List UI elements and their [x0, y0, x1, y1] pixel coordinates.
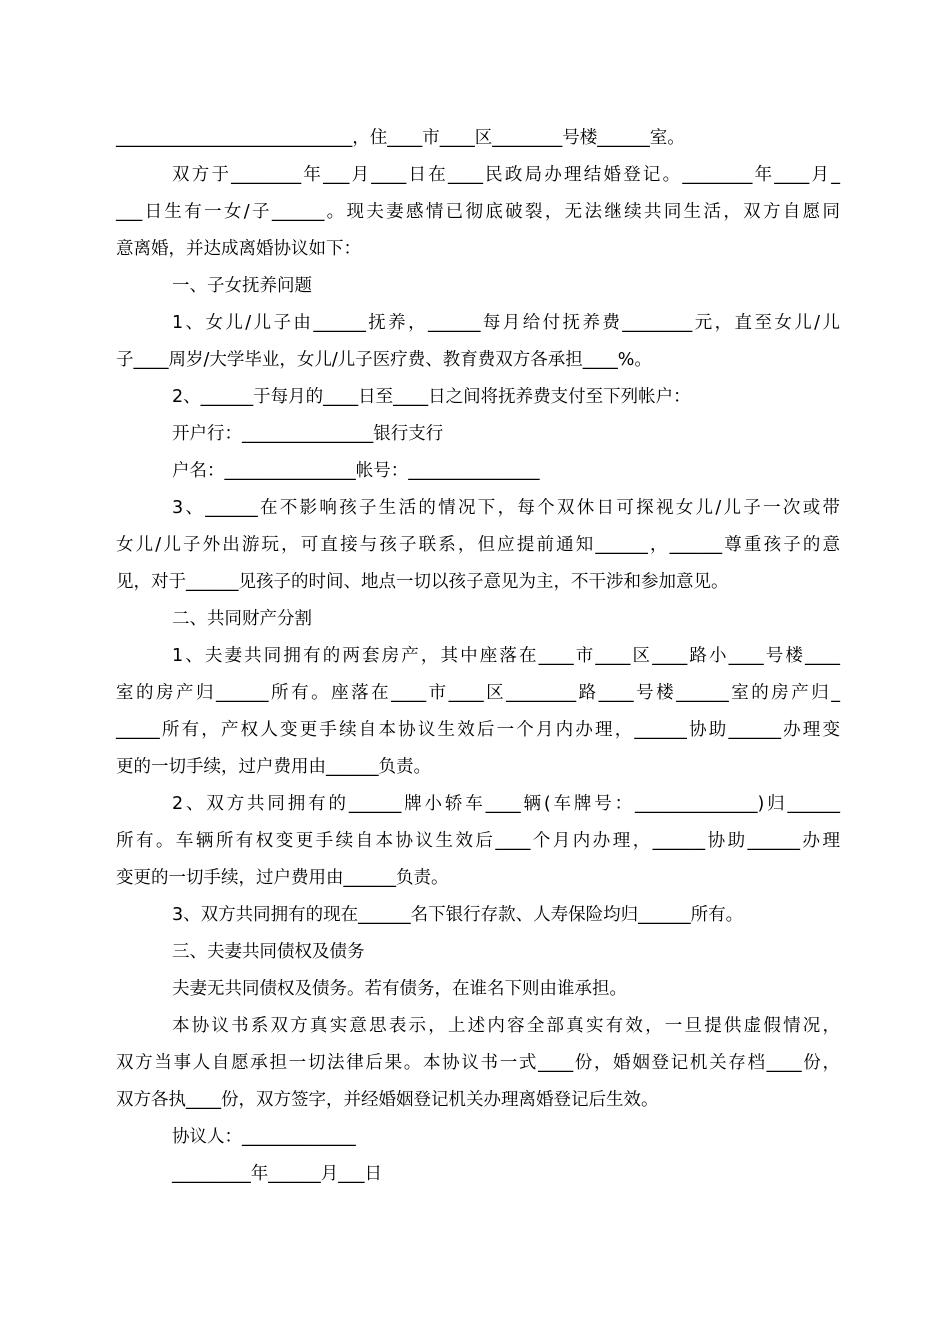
document-line: 更的一切手续，过户费用由______负责。	[116, 757, 431, 777]
document-line: 见，对于______见孩子的时间、地点一切以孩子意见为主，不干涉和参加意见。	[116, 572, 729, 592]
document-line: 所有。车辆所有权变更手续自本协议生效后____个月内办理，______协助______办理	[116, 831, 840, 851]
document-line: _________年______月___日	[172, 1164, 382, 1184]
document-line: 二、共同财产分割	[172, 609, 312, 629]
document-line: 协议人：_____________	[172, 1127, 356, 1147]
document-line: 双方于________年___月____日在____民政局办理结婚登记。________年____月_	[172, 165, 840, 185]
document-line: 女儿/儿子外出游玩，可直接与孩子联系，但应提前通知______，______尊重孩子的意	[116, 535, 840, 555]
document-line: 双方各执____份，双方签字，并经婚姻登记机关办理离婚登记后生效。	[116, 1090, 659, 1110]
document-line: 室的房产归______所有。座落在____市____区________路____号楼______室的房产归_	[116, 683, 840, 703]
document-line: 2、______于每月的____日至____日之间将抚养费支付至下列帐户：	[172, 387, 691, 407]
document-line: 3、______在不影响孩子生活的情况下，每个双休日可探视女儿/儿子一次或带	[172, 498, 840, 518]
document-line: 本协议书系双方真实意思表示，上述内容全部真实有效，一旦提供虚假情况，	[172, 1016, 840, 1036]
document-line: _____所有，产权人变更手续自本协议生效后一个月内办理，______协助______办理变	[116, 720, 840, 740]
document-line: ___________________________，住____市____区________号楼______室。	[116, 128, 685, 148]
document-line: 1、夫妻共同拥有的两套房产，其中座落在____市____区____路小____号楼____	[172, 646, 840, 666]
document-line: 夫妻无共同债权及债务。若有债务，在谁名下则由谁承担。	[172, 979, 627, 999]
document-line: 1、女儿/儿子由______抚养，______每月给付抚养费________元，直至女儿/儿	[172, 313, 840, 333]
document-line: 变更的一切手续，过户费用由______负责。	[116, 868, 449, 888]
document-line: 2、双方共同拥有的______牌小轿车____辆(车牌号：______________)归______	[172, 794, 840, 814]
document-line: 子____周岁/大学毕业，女儿/儿子医疗费、教育费双方各承担____%。	[116, 350, 652, 370]
agreement-body	[116, 120, 840, 1193]
document-line: 双方当事人自愿承担一切法律后果。本协议书一式____份，婚姻登记机关存档____份，	[116, 1053, 840, 1073]
document-line: 一、子女抚养问题	[172, 276, 312, 296]
document-line: 开户行：_______________银行支行	[172, 424, 444, 444]
document-line: 3、双方共同拥有的现在______名下银行存款、人寿保险均归______所有。	[172, 905, 744, 925]
document-line: 意离婚，并达成离婚协议如下：	[116, 239, 361, 259]
document-line: 户名：_______________帐号：_______________	[172, 461, 540, 481]
document-line: ___日生有一女/子______。现夫妻感情已彻底破裂，无法继续共同生活，双方自愿同	[116, 202, 840, 222]
document-line: 三、夫妻共同债权及债务	[172, 942, 365, 962]
